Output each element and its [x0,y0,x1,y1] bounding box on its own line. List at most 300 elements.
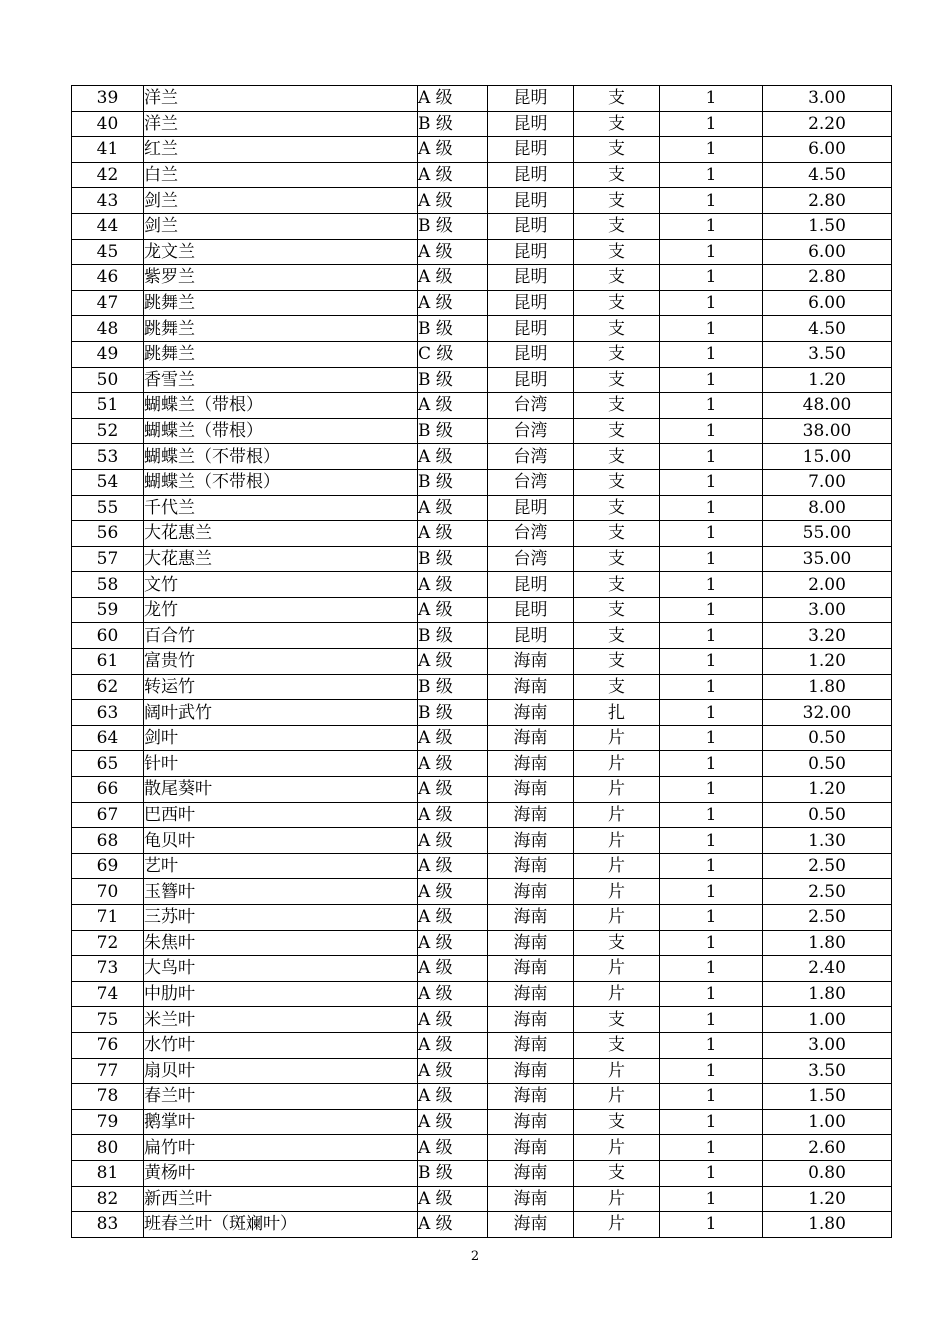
item-price: 4.50 [763,316,892,342]
item-price: 2.80 [763,188,892,214]
item-number: 64 [72,725,144,751]
table-row [72,1007,892,1033]
item-name: 文竹 [144,572,418,598]
item-quantity: 1 [660,1007,763,1033]
item-name: 扇贝叶 [144,1058,418,1084]
item-name: 春兰叶 [144,1084,418,1110]
item-origin: 昆明 [488,111,574,137]
item-unit: 支 [574,393,660,419]
item-price: 0.50 [763,725,892,751]
table-row [72,316,892,342]
item-number: 46 [72,265,144,291]
item-price: 3.00 [763,1032,892,1058]
item-price: 1.20 [763,649,892,675]
item-unit: 支 [574,1160,660,1186]
item-grade: A 级 [418,1186,488,1212]
item-quantity: 1 [660,802,763,828]
item-grade: A 级 [418,86,488,112]
item-unit: 支 [574,469,660,495]
item-quantity: 1 [660,137,763,163]
item-name: 艺叶 [144,853,418,879]
table-row [72,905,892,931]
item-grade: A 级 [418,1058,488,1084]
item-quantity: 1 [660,239,763,265]
item-origin: 海南 [488,751,574,777]
table-row [72,393,892,419]
item-grade: A 级 [418,290,488,316]
item-name: 跳舞兰 [144,290,418,316]
item-unit: 支 [574,316,660,342]
table-row [72,469,892,495]
item-quantity: 1 [660,1212,763,1238]
item-grade: B 级 [418,418,488,444]
item-quantity: 1 [660,1135,763,1161]
item-name: 新西兰叶 [144,1186,418,1212]
item-quantity: 1 [660,725,763,751]
item-grade: A 级 [418,1109,488,1135]
item-name: 香雪兰 [144,367,418,393]
table-row [72,341,892,367]
item-origin: 昆明 [488,265,574,291]
item-price: 1.50 [763,213,892,239]
item-unit: 支 [574,674,660,700]
table-row [72,239,892,265]
item-quantity: 1 [660,162,763,188]
item-origin: 海南 [488,1109,574,1135]
item-quantity: 1 [660,469,763,495]
item-origin: 海南 [488,853,574,879]
item-quantity: 1 [660,444,763,470]
item-number: 77 [72,1058,144,1084]
item-origin: 台湾 [488,469,574,495]
item-price: 2.20 [763,111,892,137]
item-price: 2.60 [763,1135,892,1161]
item-unit: 支 [574,1032,660,1058]
item-name: 富贵竹 [144,649,418,675]
item-price: 7.00 [763,469,892,495]
item-origin: 昆明 [488,213,574,239]
item-name: 针叶 [144,751,418,777]
item-price: 1.80 [763,674,892,700]
item-price: 15.00 [763,444,892,470]
item-name: 转运竹 [144,674,418,700]
item-grade: A 级 [418,1212,488,1238]
item-name: 白兰 [144,162,418,188]
table-row [72,1212,892,1238]
item-grade: C 级 [418,341,488,367]
item-unit: 支 [574,418,660,444]
item-origin: 海南 [488,1135,574,1161]
item-name: 百合竹 [144,623,418,649]
item-price: 38.00 [763,418,892,444]
item-origin: 海南 [488,879,574,905]
item-grade: B 级 [418,316,488,342]
item-name: 红兰 [144,137,418,163]
item-grade: A 级 [418,956,488,982]
table-row [72,521,892,547]
item-origin: 海南 [488,802,574,828]
item-name: 跳舞兰 [144,316,418,342]
item-quantity: 1 [660,265,763,291]
item-price: 1.50 [763,1084,892,1110]
item-quantity: 1 [660,367,763,393]
item-number: 68 [72,828,144,854]
item-quantity: 1 [660,316,763,342]
item-number: 44 [72,213,144,239]
item-number: 47 [72,290,144,316]
table-row [72,700,892,726]
item-number: 72 [72,930,144,956]
item-unit: 支 [574,239,660,265]
item-price: 1.80 [763,930,892,956]
table-row [72,1160,892,1186]
item-unit: 支 [574,597,660,623]
item-grade: A 级 [418,572,488,598]
item-quantity: 1 [660,213,763,239]
table-row [72,956,892,982]
item-origin: 海南 [488,930,574,956]
price-table [71,85,892,1238]
item-price: 3.00 [763,597,892,623]
item-quantity: 1 [660,828,763,854]
item-number: 42 [72,162,144,188]
item-number: 56 [72,521,144,547]
table-row [72,597,892,623]
item-quantity: 1 [660,1058,763,1084]
item-price: 3.00 [763,86,892,112]
item-unit: 片 [574,879,660,905]
item-quantity: 1 [660,956,763,982]
item-name: 蝴蝶兰（带根） [144,418,418,444]
item-grade: A 级 [418,521,488,547]
item-name: 蝴蝶兰（带根） [144,393,418,419]
table-row [72,751,892,777]
item-number: 76 [72,1032,144,1058]
table-row [72,879,892,905]
item-price: 6.00 [763,290,892,316]
item-grade: A 级 [418,137,488,163]
item-origin: 昆明 [488,290,574,316]
item-name: 鹅掌叶 [144,1109,418,1135]
item-price: 1.20 [763,367,892,393]
item-unit: 支 [574,290,660,316]
item-unit: 支 [574,649,660,675]
item-origin: 台湾 [488,546,574,572]
item-unit: 支 [574,341,660,367]
item-number: 40 [72,111,144,137]
item-origin: 台湾 [488,521,574,547]
item-grade: A 级 [418,981,488,1007]
item-price: 0.50 [763,751,892,777]
table-row [72,853,892,879]
item-origin: 海南 [488,1160,574,1186]
item-unit: 支 [574,572,660,598]
item-origin: 昆明 [488,572,574,598]
item-unit: 片 [574,905,660,931]
item-name: 大鸟叶 [144,956,418,982]
item-name: 水竹叶 [144,1032,418,1058]
item-unit: 支 [574,546,660,572]
table-row [72,213,892,239]
item-number: 59 [72,597,144,623]
table-row [72,725,892,751]
item-origin: 台湾 [488,393,574,419]
item-quantity: 1 [660,853,763,879]
item-quantity: 1 [660,495,763,521]
item-number: 74 [72,981,144,1007]
item-number: 54 [72,469,144,495]
item-origin: 昆明 [488,495,574,521]
item-grade: A 级 [418,495,488,521]
item-quantity: 1 [660,649,763,675]
item-unit: 片 [574,1058,660,1084]
item-price: 35.00 [763,546,892,572]
item-price: 1.00 [763,1007,892,1033]
item-name: 米兰叶 [144,1007,418,1033]
item-number: 73 [72,956,144,982]
item-price: 1.20 [763,777,892,803]
item-price: 2.00 [763,572,892,598]
table-row [72,137,892,163]
item-origin: 昆明 [488,341,574,367]
item-unit: 支 [574,265,660,291]
item-quantity: 1 [660,188,763,214]
item-unit: 支 [574,930,660,956]
table-row [72,444,892,470]
item-origin: 昆明 [488,239,574,265]
item-price: 1.00 [763,1109,892,1135]
table-row [72,265,892,291]
item-grade: A 级 [418,879,488,905]
table-row [72,290,892,316]
table-row [72,162,892,188]
item-origin: 昆明 [488,316,574,342]
item-unit: 支 [574,521,660,547]
item-grade: B 级 [418,700,488,726]
item-unit: 支 [574,495,660,521]
item-unit: 支 [574,444,660,470]
table-row [72,1186,892,1212]
item-unit: 支 [574,188,660,214]
item-name: 三苏叶 [144,905,418,931]
item-unit: 支 [574,367,660,393]
item-quantity: 1 [660,879,763,905]
item-price: 6.00 [763,137,892,163]
item-name: 中肋叶 [144,981,418,1007]
item-name: 扁竹叶 [144,1135,418,1161]
item-grade: B 级 [418,367,488,393]
item-number: 80 [72,1135,144,1161]
item-name: 蝴蝶兰（不带根） [144,444,418,470]
item-origin: 台湾 [488,418,574,444]
item-name: 玉簪叶 [144,879,418,905]
item-grade: A 级 [418,649,488,675]
item-unit: 片 [574,1212,660,1238]
item-price: 48.00 [763,393,892,419]
item-grade: A 级 [418,1135,488,1161]
item-price: 0.80 [763,1160,892,1186]
item-name: 黄杨叶 [144,1160,418,1186]
item-grade: A 级 [418,725,488,751]
item-number: 70 [72,879,144,905]
item-name: 紫罗兰 [144,265,418,291]
table-row [72,111,892,137]
item-grade: A 级 [418,597,488,623]
item-grade: A 级 [418,239,488,265]
item-unit: 支 [574,86,660,112]
item-unit: 支 [574,623,660,649]
item-number: 71 [72,905,144,931]
item-number: 60 [72,623,144,649]
item-origin: 昆明 [488,188,574,214]
item-price: 1.20 [763,1186,892,1212]
item-number: 58 [72,572,144,598]
item-name: 跳舞兰 [144,341,418,367]
table-row [72,777,892,803]
table-row [72,802,892,828]
table-row [72,623,892,649]
table-body [72,86,892,1238]
item-quantity: 1 [660,623,763,649]
item-quantity: 1 [660,86,763,112]
item-price: 4.50 [763,162,892,188]
item-unit: 支 [574,111,660,137]
item-quantity: 1 [660,290,763,316]
item-unit: 片 [574,956,660,982]
item-quantity: 1 [660,981,763,1007]
item-grade: A 级 [418,188,488,214]
item-number: 48 [72,316,144,342]
item-origin: 海南 [488,828,574,854]
table-row [72,367,892,393]
item-quantity: 1 [660,418,763,444]
item-name: 散尾葵叶 [144,777,418,803]
item-grade: A 级 [418,1007,488,1033]
item-price: 8.00 [763,495,892,521]
item-quantity: 1 [660,521,763,547]
item-number: 78 [72,1084,144,1110]
item-origin: 昆明 [488,162,574,188]
item-price: 2.40 [763,956,892,982]
table-row [72,1135,892,1161]
item-quantity: 1 [660,341,763,367]
item-origin: 海南 [488,905,574,931]
table-row [72,1084,892,1110]
table-row [72,572,892,598]
item-unit: 片 [574,1135,660,1161]
item-grade: A 级 [418,802,488,828]
item-number: 43 [72,188,144,214]
item-price: 2.80 [763,265,892,291]
item-quantity: 1 [660,674,763,700]
table-row [72,495,892,521]
item-name: 大花惠兰 [144,521,418,547]
item-quantity: 1 [660,751,763,777]
item-grade: A 级 [418,1084,488,1110]
item-origin: 海南 [488,1186,574,1212]
item-grade: B 级 [418,674,488,700]
item-number: 83 [72,1212,144,1238]
item-origin: 海南 [488,674,574,700]
item-unit: 片 [574,1084,660,1110]
item-unit: 片 [574,725,660,751]
item-number: 75 [72,1007,144,1033]
table-row [72,674,892,700]
item-price: 1.30 [763,828,892,854]
table-row [72,418,892,444]
item-quantity: 1 [660,597,763,623]
item-grade: B 级 [418,546,488,572]
item-price: 3.50 [763,341,892,367]
item-price: 3.20 [763,623,892,649]
item-number: 81 [72,1160,144,1186]
item-unit: 片 [574,802,660,828]
item-number: 49 [72,341,144,367]
item-origin: 昆明 [488,367,574,393]
table-row [72,649,892,675]
item-grade: B 级 [418,213,488,239]
item-number: 79 [72,1109,144,1135]
item-name: 洋兰 [144,111,418,137]
item-number: 67 [72,802,144,828]
item-unit: 支 [574,213,660,239]
item-quantity: 1 [660,1109,763,1135]
item-grade: B 级 [418,623,488,649]
item-grade: A 级 [418,777,488,803]
item-grade: B 级 [418,111,488,137]
item-unit: 片 [574,1186,660,1212]
table-row [72,1109,892,1135]
item-name: 蝴蝶兰（不带根） [144,469,418,495]
item-origin: 海南 [488,725,574,751]
item-quantity: 1 [660,905,763,931]
item-name: 剑兰 [144,188,418,214]
item-name: 千代兰 [144,495,418,521]
item-grade: B 级 [418,1160,488,1186]
item-quantity: 1 [660,111,763,137]
item-number: 53 [72,444,144,470]
item-price: 1.80 [763,1212,892,1238]
item-name: 龙文兰 [144,239,418,265]
item-price: 2.50 [763,879,892,905]
item-price: 32.00 [763,700,892,726]
item-grade: A 级 [418,930,488,956]
item-quantity: 1 [660,1160,763,1186]
item-origin: 海南 [488,1058,574,1084]
item-number: 69 [72,853,144,879]
item-number: 57 [72,546,144,572]
item-price: 3.50 [763,1058,892,1084]
item-name: 剑兰 [144,213,418,239]
item-quantity: 1 [660,700,763,726]
item-origin: 海南 [488,1007,574,1033]
item-origin: 海南 [488,956,574,982]
item-name: 阔叶武竹 [144,700,418,726]
table-row [72,930,892,956]
item-number: 55 [72,495,144,521]
item-quantity: 1 [660,546,763,572]
item-number: 63 [72,700,144,726]
item-quantity: 1 [660,777,763,803]
item-origin: 海南 [488,981,574,1007]
item-quantity: 1 [660,1186,763,1212]
item-quantity: 1 [660,393,763,419]
item-origin: 海南 [488,700,574,726]
table-row [72,1032,892,1058]
table-row [72,981,892,1007]
item-number: 41 [72,137,144,163]
table-row [72,546,892,572]
